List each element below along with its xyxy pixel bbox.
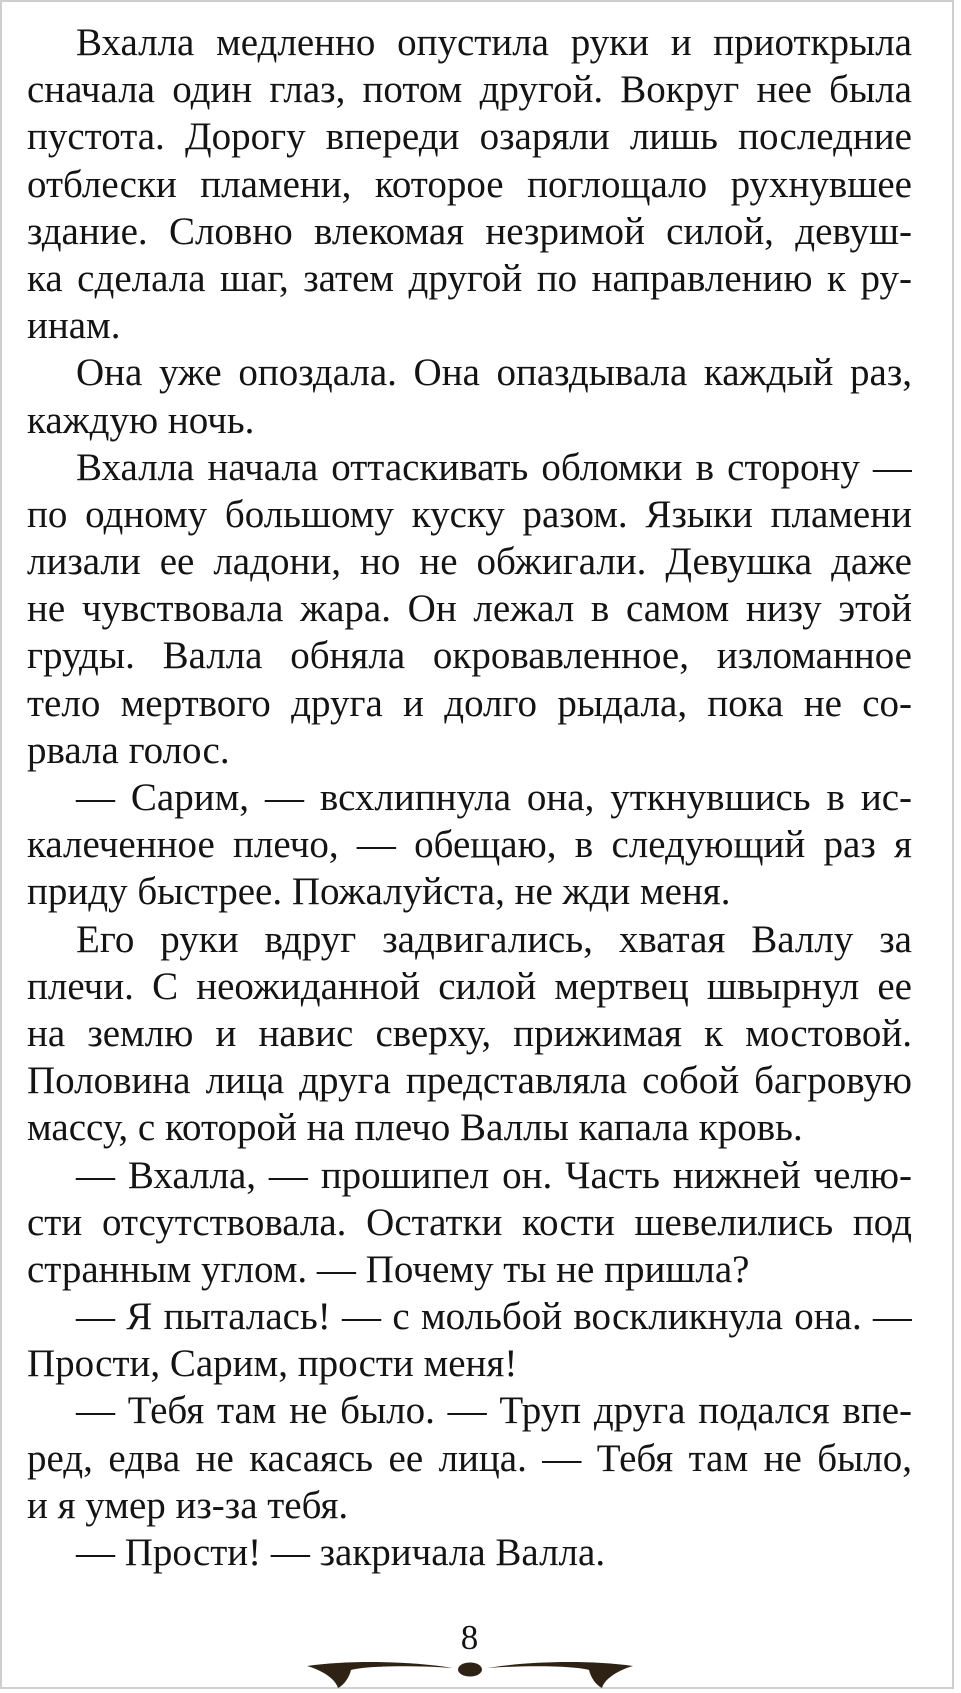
- text-line: — Тебя там не было. — Труп друга подался впе-: [76, 1389, 912, 1433]
- text-line: Его руки вдруг задвигались, хватая Валлу за: [76, 917, 912, 961]
- text-line: — Прости! — закричала Валла.: [76, 1531, 606, 1574]
- text-line: не чувствовала жара. Он лежал в самом низу этой: [27, 587, 912, 631]
- text-line: Вхалла медленно опустила руки и приоткрыла: [76, 21, 912, 64]
- text-line: инам.: [27, 304, 121, 348]
- text-line: здание. Словно влекомая незримой силой, девуш-: [27, 209, 912, 253]
- text-line: приду быстрее. Пожалуйста, не жди меня.: [27, 870, 731, 914]
- text-line: — Вхалла, — прошипел он. Часть нижней челю-: [76, 1153, 912, 1197]
- text-line: Она уже опоздала. Она опаздывала каждый раз,: [76, 351, 912, 395]
- text-line: каждую ночь.: [27, 398, 255, 442]
- text-line: ка сделала шаг, затем другой по направлению к ру-: [27, 256, 912, 300]
- text-line: сначала один глаз, потом другой. Вокруг нее была: [27, 68, 912, 112]
- text-line: странным углом. — Почему ты не пришла?: [27, 1247, 750, 1291]
- text-line: Вхалла начала оттаскивать обломки в сторону —: [76, 445, 912, 489]
- text-line: — Я пыталась! — с мольбой воскликнула она. —: [76, 1295, 912, 1339]
- text-line: на землю и навис сверху, прижимая к мостовой.: [27, 1011, 912, 1055]
- text-line: лизали ее ладони, но не обжигали. Девушка даже: [27, 540, 912, 584]
- text-line: плечи. С неожиданной силой мертвец швырнул ее: [27, 964, 912, 1008]
- text-line: — Сарим, — всхлипнула она, уткнувшись в ис-: [76, 776, 912, 819]
- page-divider-flourish-icon: [305, 1656, 635, 1690]
- text-line: и я умер из-за тебя.: [27, 1483, 349, 1527]
- text-line: массу, с которой на плечо Валлы капала кровь.: [27, 1106, 803, 1150]
- text-line: сти отсутствовала. Остатки кости шевелились под: [27, 1200, 912, 1244]
- text-line: по одному большому куску разом. Языки пламени: [27, 492, 912, 536]
- text-line: пустота. Дорогу впереди озаряли лишь последние: [27, 115, 912, 159]
- text-line: Прости, Сарим, прости меня!: [27, 1342, 518, 1386]
- page-number: 8: [460, 1618, 479, 1657]
- text-line: ред, едва не касаясь ее лица. — Тебя там не было,: [27, 1436, 912, 1480]
- page-text: [27, 19, 912, 1576]
- text-line: отблески пламени, которое поглощало рухнувшее: [27, 162, 912, 206]
- footer-divider: [27, 1656, 912, 1692]
- text-line: Половина лица друга представляла собой багровую: [27, 1059, 912, 1103]
- text-line: калеченное плечо, — обещаю, в следующий раз я: [27, 823, 912, 867]
- text-line: рвала голос.: [27, 728, 230, 772]
- text-line: тело мертвого друга и долго рыдала, пока не со-: [27, 681, 912, 725]
- text-line: груды. Валла обняла окровавленное, изломанное: [27, 634, 912, 678]
